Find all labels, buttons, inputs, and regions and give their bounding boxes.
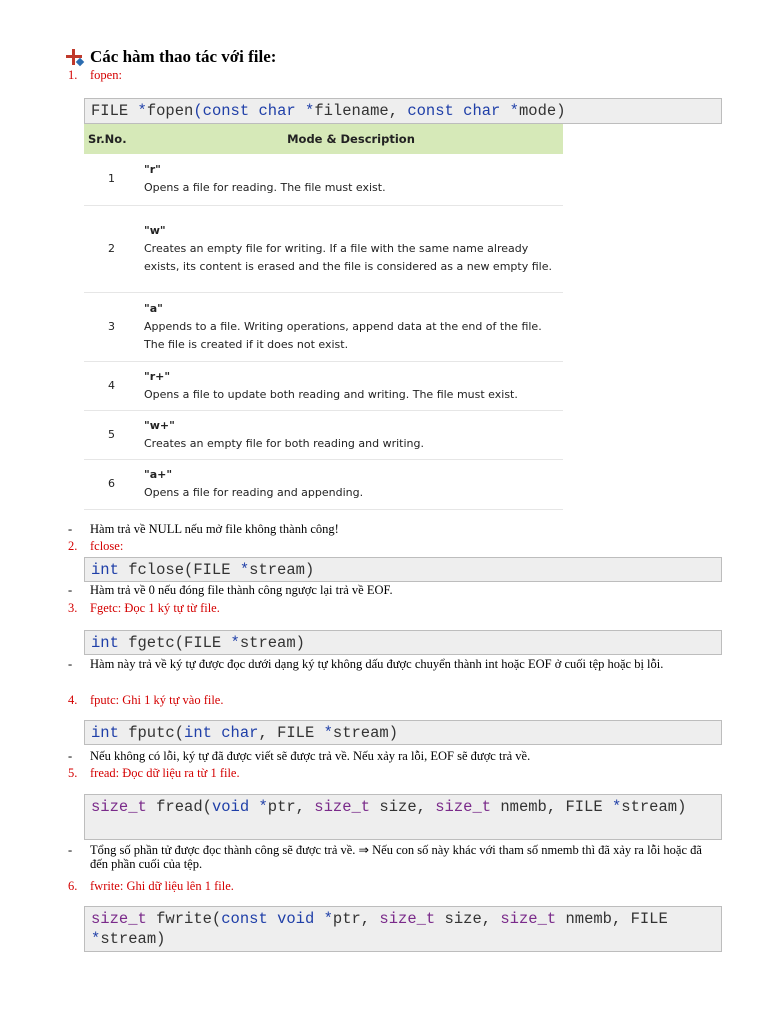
section-number: 1.: [68, 68, 78, 82]
section-fread-title: [68, 766, 240, 781]
note-text: Tổng số phần tử được đọc thành công sẽ được trả về. ⇒ Nếu con số này khác với tham số nmemb thì đã xảy ra lỗi hoặc đã đến phần cuối của tệp.: [90, 843, 702, 871]
row-srno: 1: [84, 154, 139, 205]
note-text: Hàm trả về NULL nếu mở file không thành công!: [90, 522, 339, 536]
table-row: [84, 292, 563, 361]
note-fread: [68, 843, 710, 871]
section-number: 6.: [68, 879, 78, 893]
modes-table: [84, 124, 563, 510]
table-row: [84, 410, 563, 459]
row-srno: 2: [84, 205, 139, 292]
mode-desc: Opens a file for reading. The file must exist.: [144, 181, 386, 195]
section-fwrite-title: [68, 879, 234, 894]
column-header-mode: Mode & Description: [139, 124, 563, 154]
section-title: fputc: Ghi 1 ký tự vào file.: [90, 693, 224, 707]
mode-desc: Appends to a file. Writing operations, append data at the end of the file. The file is created if it does not exist.: [144, 319, 542, 351]
section-fopen-title: [68, 68, 122, 83]
mode-desc: Creates an empty file for both reading and writing.: [144, 436, 425, 450]
mode-desc: Opens a file for reading and appending.: [144, 486, 364, 499]
code-fgetc: int fgetc(FILE *stream): [84, 630, 722, 655]
note-text: Nếu không có lỗi, ký tự đã được viết sẽ được trả về. Nếu xảy ra lỗi, EOF sẽ được trả về.: [90, 749, 531, 763]
code-fclose: int fclose(FILE *stream): [84, 557, 722, 582]
note-bullet: -: [68, 657, 73, 671]
section-fgetc-title: [68, 601, 220, 616]
note-text: Hàm này trả về ký tự được đọc dưới dạng ký tự không dấu được chuyển thành int hoặc EOF ở cuối tệp hoặc bị lỗi.: [90, 657, 664, 671]
note-bullet: -: [68, 583, 73, 597]
mode-string: "r": [144, 163, 161, 177]
note-fopen: [68, 522, 710, 537]
code-fputc: int fputc(int char, FILE *stream): [84, 720, 722, 745]
mode-string: "w+": [144, 418, 175, 432]
row-description: [139, 410, 563, 459]
note-fgetc: [68, 657, 710, 672]
code-fopen: FILE *fopen(const char *filename, const char *mode): [84, 98, 722, 124]
table-row: [84, 459, 563, 509]
note-text: Hàm trả về 0 nếu đóng file thành công ngược lại trả về EOF.: [90, 583, 393, 597]
mode-string: "w": [144, 223, 166, 237]
row-description: [139, 205, 563, 292]
note-fputc: [68, 749, 710, 764]
section-title: fopen:: [90, 68, 122, 82]
row-description: [139, 154, 563, 205]
section-number: 2.: [68, 539, 78, 553]
mode-desc: Creates an empty file for writing. If a file with the same name already exists, its content is erased and the file is considered as a new empty file.: [144, 241, 552, 273]
code-fread: size_t fread(void *ptr, size_t size, size_t nmemb, FILE *stream): [84, 794, 722, 840]
section-title: fclose:: [90, 539, 124, 553]
note-bullet: -: [68, 522, 73, 536]
pushpin-icon: [64, 47, 84, 67]
row-description: [139, 459, 563, 509]
note-bullet: -: [68, 843, 73, 857]
table-header-row: [84, 124, 563, 154]
table-row: [84, 154, 563, 205]
row-description: [139, 292, 563, 361]
section-fputc-title: [68, 693, 223, 708]
row-srno: 3: [84, 292, 139, 361]
section-title: fread: Đọc dữ liệu ra từ 1 file.: [90, 766, 240, 780]
mode-desc: Opens a file to update both reading and writing. The file must exist.: [144, 387, 518, 401]
section-number: 4.: [68, 693, 78, 707]
table-row: [84, 205, 563, 292]
mode-string: "a+": [144, 468, 173, 481]
note-fclose: [68, 583, 710, 598]
note-bullet: -: [68, 749, 73, 763]
table-row: [84, 361, 563, 410]
row-srno: 6: [84, 459, 139, 509]
section-title: Fgetc: Đọc 1 ký tự từ file.: [90, 601, 220, 615]
section-number: 3.: [68, 601, 78, 615]
row-srno: 5: [84, 410, 139, 459]
mode-string: "r+": [144, 369, 171, 383]
section-fclose-title: [68, 539, 123, 554]
mode-string: "a": [144, 301, 163, 315]
heading-text: Các hàm thao tác với file:: [90, 47, 277, 66]
section-number: 5.: [68, 766, 78, 780]
section-heading: [64, 47, 276, 67]
code-fwrite: size_t fwrite(const void *ptr, size_t size, size_t nmemb, FILE *stream): [84, 906, 722, 952]
section-title: fwrite: Ghi dữ liệu lên 1 file.: [90, 879, 234, 893]
column-header-srno: Sr.No.: [84, 124, 139, 154]
row-srno: 4: [84, 361, 139, 410]
row-description: [139, 361, 563, 410]
